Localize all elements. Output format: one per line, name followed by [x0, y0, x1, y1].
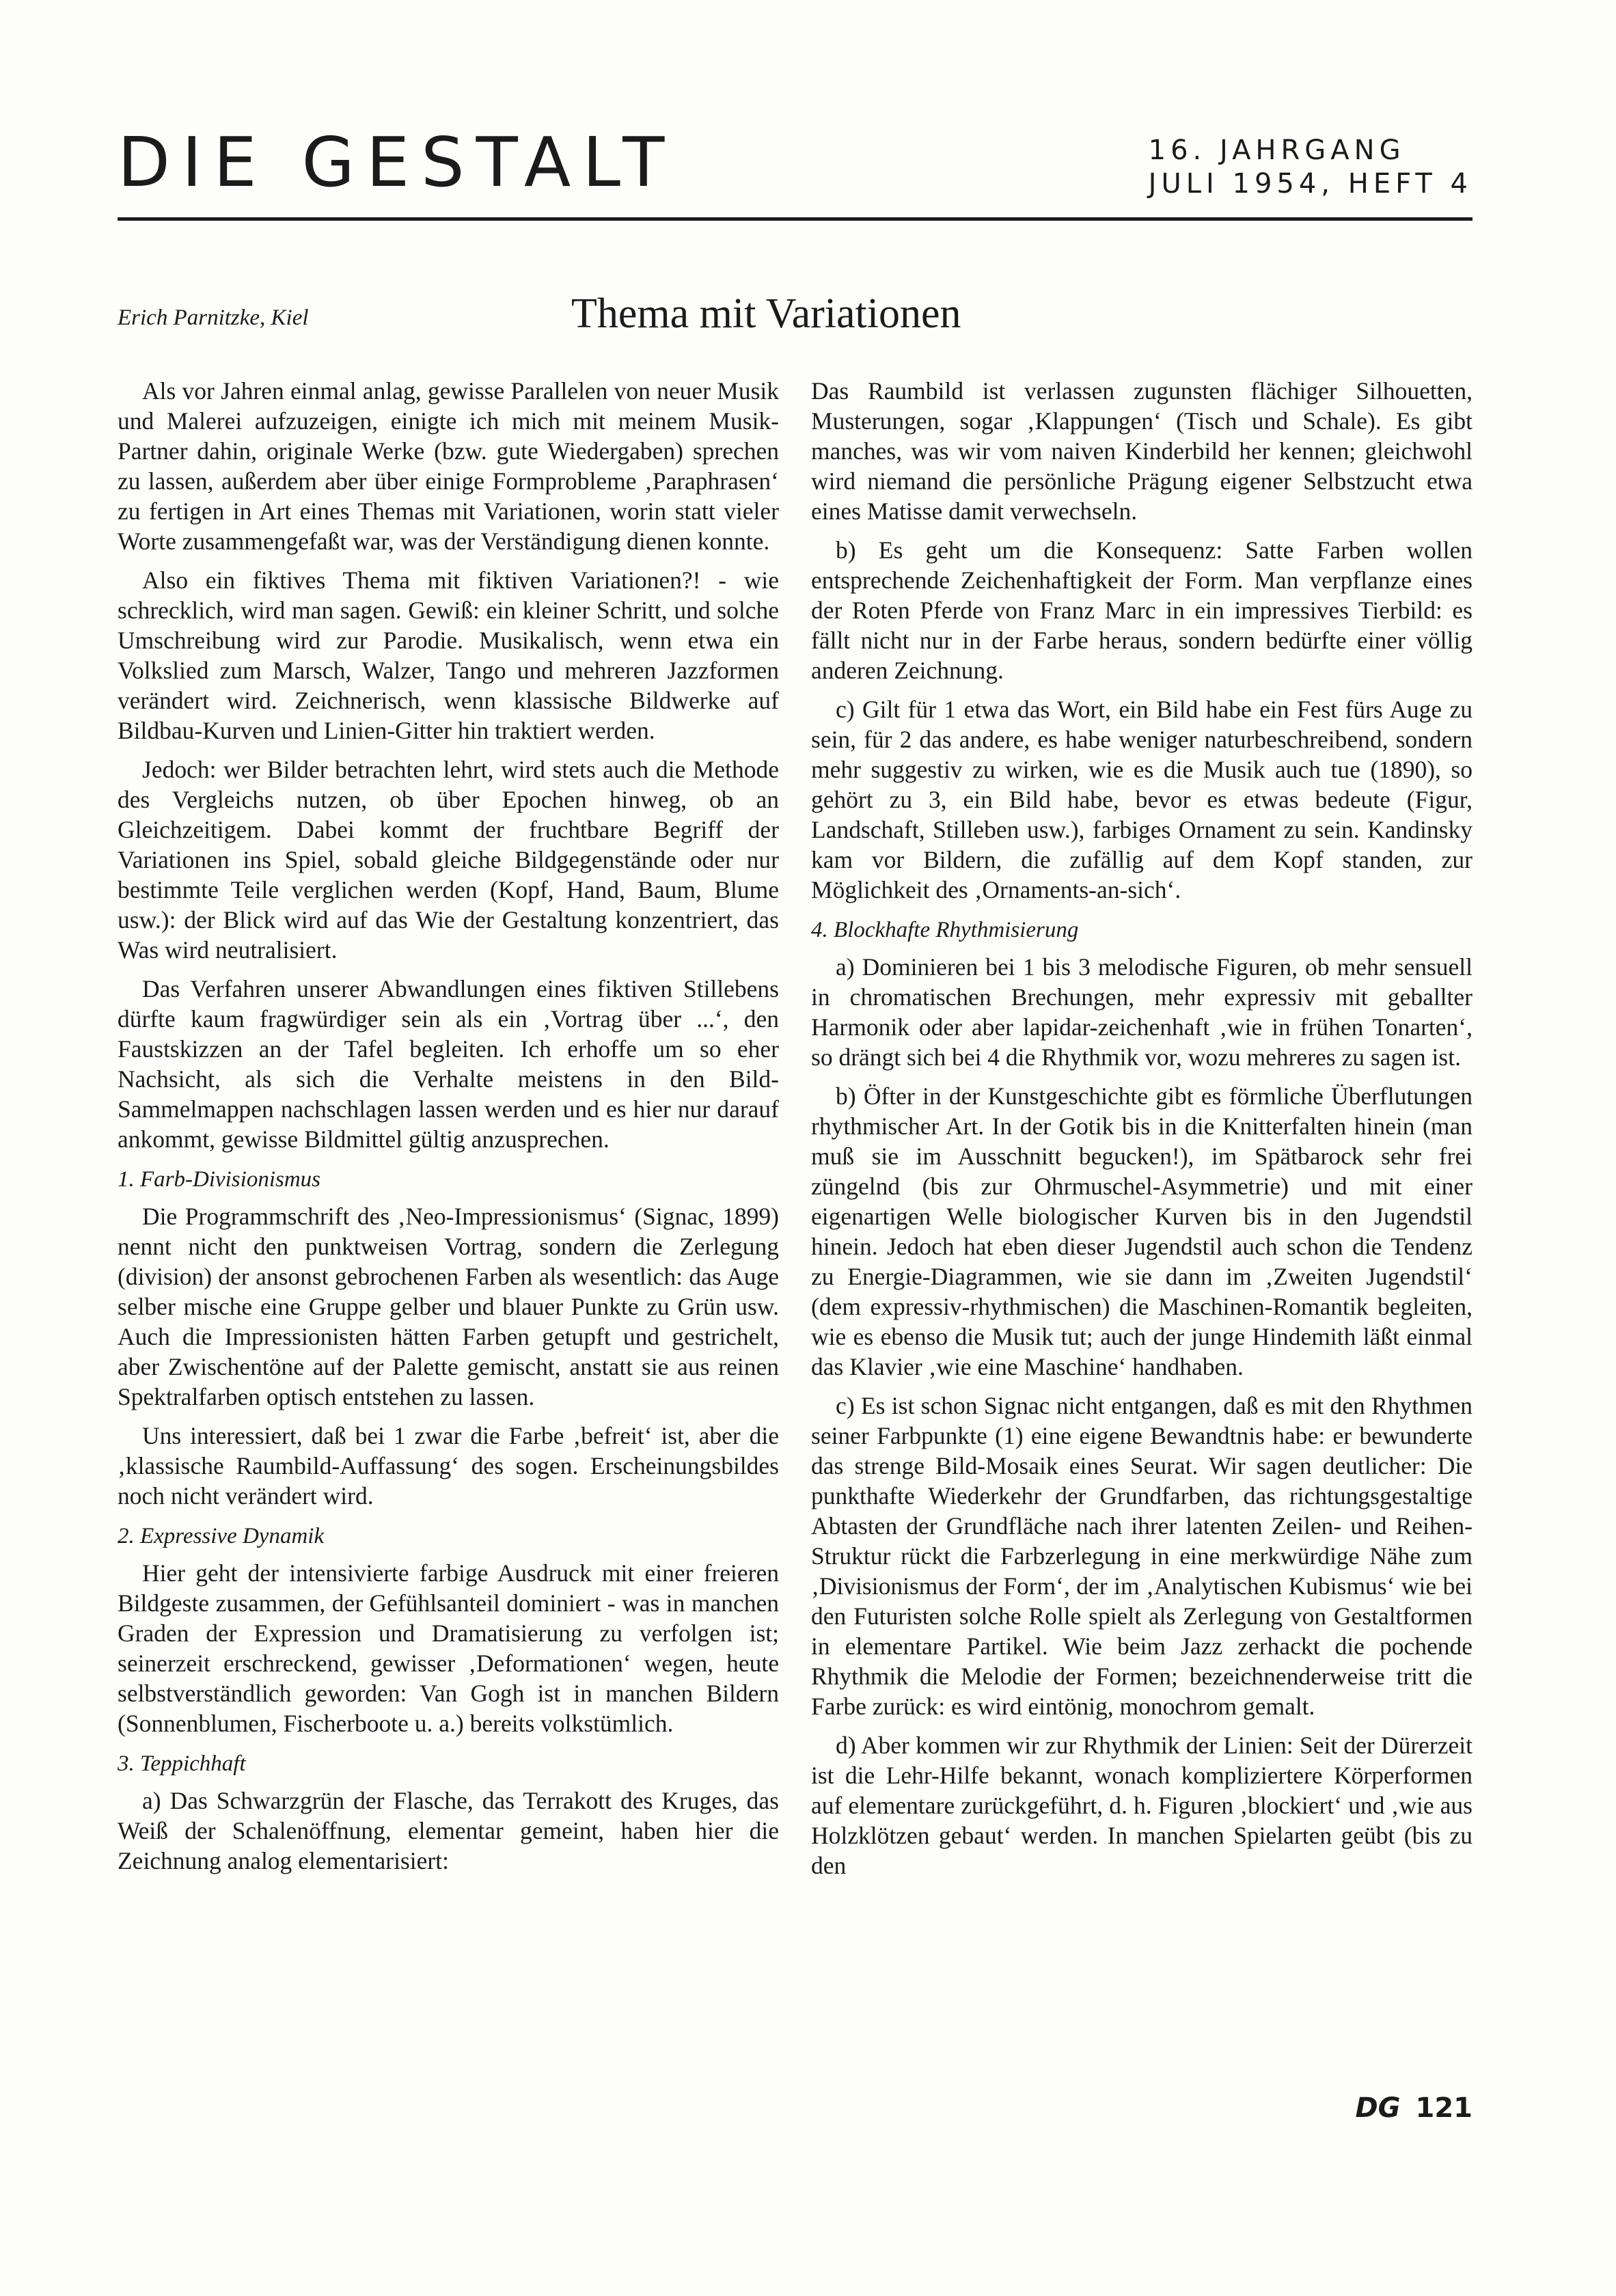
paragraph: Das Verfahren unserer Abwandlungen eines fiktiven Stillebens dürfte kaum fragwürdiger sein als ein ‚Vortrag über ...‘, den Faustskizzen an der Tafel begleiten. Ich erhoffe um so eher Nachsicht, als sich die Verhalte meistens in den Bild-Sammelmappen nachschlagen lassen werden und es hier nur darauf ankommt, gewisse Bildmittel gültig anzusprechen. — [118, 975, 779, 1153]
paragraph: Das Raumbild ist verlassen zugunsten flächiger Silhouetten, Musterungen, sogar ‚Klappungen‘ (Tisch und Schale). Es gibt manches, was wir vom naiven Kinderbild her kennen; gleichwohl wird niemand die persönliche Prägung eigener Selbstzucht etwa eines Matisse damit verwechseln. — [811, 377, 1473, 525]
article-title: Thema mit Variationen — [571, 290, 961, 337]
left-column — [118, 376, 779, 1885]
volume-label: 16. JAHRGANG — [1148, 135, 1406, 166]
paragraph: Jedoch: wer Bilder betrachten lehrt, wird stets auch die Methode des Vergleichs nutzen, ob über Epochen hinweg, ob an Gleichzeitigem. Dabei kommt der fruchtbare Begriff der Variationen ins Spiel, sobald gleiche Bildgegenstände oder nur bestimmte Teile verglichen werden (Kopf, Hand, Baum, Blume usw.): der Blick wird auf das Wie der Gestaltung konzentriert, das Was wird neutralisiert. — [118, 756, 779, 964]
right-column — [811, 376, 1473, 1889]
masthead-rule — [118, 217, 1473, 221]
issue-date: JULI 1954, HEFT 4 — [1148, 168, 1473, 200]
paragraph: Als vor Jahren einmal anlag, gewisse Parallelen von neuer Musik und Malerei aufzuzeigen, einigte ich mich mit meinem Musik-Partner dahin, originale Werke (bzw. gute Wiedergaben) sprechen zu lassen, außerdem aber über einige Formprobleme ‚Paraphrasen‘ zu fertigen in Art eines Themas mit Variationen, worin statt vieler Worte zusammengefaßt war, was der Verständigung dienen konnte. — [118, 377, 779, 555]
paragraph: Die Programmschrift des ‚Neo-Impressionismus‘ (Signac, 1899) nennt nicht den punktweisen Vortrag, sondern die Zerlegung (division) der ansonst gebrochenen Farben als wesentlich: das Auge selber mische eine Gruppe gelber und blauer Punkte zu Grün usw. Auch die Impressionisten hätten Farben getupft und gestrichelt, aber Zwischentöne auf der Palette gemischt, anstatt sie aus reinen Spektralfarben optisch entstehen zu lassen. — [118, 1203, 779, 1410]
journal-title: DIE GESTALT — [118, 122, 676, 202]
section-heading: 1. Farb-Divisionismus — [118, 1167, 320, 1192]
paragraph: d) Aber kommen wir zur Rhythmik der Linien: Seit der Dürerzeit ist die Lehr-Hilfe bekannt, wonach kompliziertere Körperformen auf elementare zurückgeführt, d. h. Figuren ‚blockiert‘ und ‚wie aus Holzklötzen gebaut‘ werden. In manchen Spielarten geübt (bis zu den — [811, 1732, 1473, 1879]
paragraph: Also ein fiktives Thema mit fiktiven Variationen?! - wie schrecklich, wird man sagen. Gewiß: ein kleiner Schritt, und solche Umschreibung wird zur Parodie. Musikalisch, wenn etwa ein Volkslied zum Marsch, Walzer, Tango und mehreren Jazzformen verändert wird. Zeichnerisch, wenn klassische Bildwerke auf Bildbau-Kurven und Linien-Gitter hin traktiert werden. — [118, 566, 779, 744]
paragraph: b) Es geht um die Konsequenz: Satte Farben wollen entsprechende Zeichenhaftigkeit der Form. Man verpflanze eines der Roten Pferde von Franz Marc in ein impressives Tierbild: es fällt nicht nur in der Farbe heraus, sondern bedürfte einer völlig anderen Zeichnung. — [811, 536, 1473, 684]
section-heading: 3. Teppichhaft — [118, 1751, 246, 1776]
paragraph: b) Öfter in der Kunstgeschichte gibt es förmliche Überflutungen rhythmischer Art. In der Gotik bis in die Knitterfalten hinein (man muß sie im Ausschnitt begucken!), im Spätbarock sehr frei züngelnd (bis zur Ohrmuschel-Asymmetrie) und mit einer eigenartigen Welle biologischer Kurven bis in den Jugendstil hinein. Jedoch hat eben dieser Jugendstil auch schon die Tendenz zu Energie-Diagrammen, wie sie dann im ‚Zweiten Jugendstil‘ (dem expressiv-rhythmischen) die Maschinen-Romantik begleiten, wie es ebenso die Musik tut; auch der junge Hindemith läßt einmal das Klavier ‚wie eine Maschine‘ handhaben. — [811, 1082, 1473, 1380]
paragraph: Hier geht der intensivierte farbige Ausdruck mit einer freieren Bildgeste zusammen, der Gefühlsanteil dominiert - was in manchen Graden der Expression und Dramatisierung zu verfolgen ist; seinerzeit erschreckend, gewisser ‚Deformationen‘ wegen, heute selbstverständlich geworden: Van Gogh ist in manchen Bildern (Sonnenblumen, Fischerboote u. a.) bereits volkstümlich. — [118, 1559, 779, 1737]
section-heading: 2. Expressive Dynamik — [118, 1524, 325, 1548]
paragraph: c) Es ist schon Signac nicht entgangen, daß es mit den Rhythmen seiner Farbpunkte (1) eine eigene Bewandtnis habe: er bewunderte das strenge Bild-Mosaik eines Seurat. Wir sagen deutlicher: Die punkthafte Wiederkehr der Grundfarben, das richtungsgestaltige Abtasten der Grundfläche nach ihrer latenten Zeilen- und Reihen-Struktur rückt die Farbzerlegung in eine merkwürdige Nähe zum ‚Divisionismus der Form‘, der im ‚Analytischen Kubismus‘ wie bei den Futuristen solche Rolle spielt als Zerlegung von Gestaltformen in elementare Partikel. Wie beim Jazz zerhackt die pochende Rhythmik die Melodie der Formen; bezeichnenderweise tritt die Farbe zurück: es wird eintönig, monochrom gemalt. — [811, 1392, 1473, 1720]
journal-abbreviation: DG — [1355, 2092, 1401, 2124]
paragraph: c) Gilt für 1 etwa das Wort, ein Bild habe ein Fest fürs Auge zu sein, für 2 das andere, es habe weniger naturbeschreibend, sondern mehr suggestiv zu wirken, wie es die Musik auch tue (1890), so gehört zu 3, ein Bild habe, bevor es etwas bedeute (Figur, Landschaft, Stilleben usw.), farbiges Ornament zu sein. Kandinsky kam vor Bildern, die zufällig auf dem Kopf standen, zur Möglichkeit des ‚Ornaments-an-sich‘. — [811, 696, 1473, 903]
page-footer — [1355, 2092, 1473, 2124]
paragraph: a) Das Schwarzgrün der Flasche, das Terrakott des Kruges, das Weiß der Schalenöffnung, elementar gemeint, haben hier die Zeichnung analog elementarisiert: — [118, 1787, 779, 1874]
paragraph: Uns interessiert, daß bei 1 zwar die Farbe ‚befreit‘ ist, aber die ‚klassische Raumbild-Auffassung‘ des sogen. Erscheinungsbildes noch nicht verändert wird. — [118, 1422, 779, 1509]
paragraph: a) Dominieren bei 1 bis 3 melodische Figuren, ob mehr sensuell in chromatischen Brechungen, mehr expressiv mit geballter Harmonik oder aber lapidar-zeichenhaft ‚wie in frühen Tonarten‘, so drängt sich bei 4 die Rhythmik vor, wozu mehreres zu sagen ist. — [811, 953, 1473, 1071]
article-author: Erich Parnitzke, Kiel — [118, 305, 309, 330]
issue-info — [1149, 134, 1473, 201]
section-heading: 4. Blockhafte Rhythmisierung — [811, 918, 1079, 942]
page-number: 121 — [1415, 2092, 1473, 2124]
